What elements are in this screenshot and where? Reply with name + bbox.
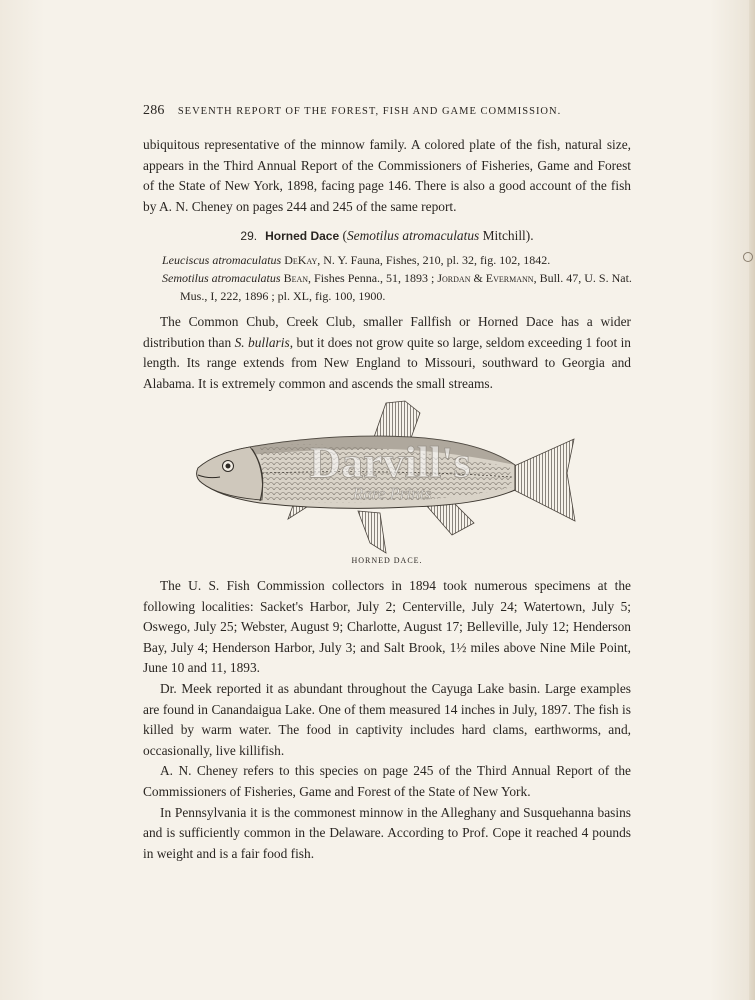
horned-dace-illustration	[190, 395, 590, 555]
margin-mark	[743, 252, 753, 262]
watermark-main: Darvill's	[309, 438, 471, 487]
synonym-2	[162, 269, 632, 305]
synonym-1-name: Leuciscus atromaculatus	[162, 253, 282, 267]
synonym-2-ref: , Fishes Penna., 51, 1893 ;	[308, 271, 435, 285]
fish-head	[197, 447, 263, 500]
running-header	[143, 103, 633, 119]
species-common-name: Horned Dace	[265, 229, 340, 243]
paragraph-collectors: The U. S. Fish Commission collectors in 1894 took numerous specimens at the following localities: Sacket's Harbor, July 2; Centerville, July 24; Watertown, July 5; Oswego, July 25; Webster, August 9; Charlotte, August 17; Belleville, July 12; Henderson Bay, July 4; Henderson Harbor, July 3; and Salt Brook, 1½ miles above Nine Mile Point, June 10 and 11, 1893.	[143, 578, 631, 676]
synonym-1-ref: , N. Y. Fauna, Fishes, 210, pl. 32, fig. 102, 1842.	[317, 253, 551, 267]
paragraph-meek: Dr. Meek reported it as abundant throughout the Cayuga Lake basin. Large examples are found in Canandaigua Lake. One of them measured 14 inches in July, 1897. The fish is killed by warm water. The food in captivity includes hard clams, earthworms, and, occasionally, live killifish.	[143, 680, 631, 758]
synonym-2-ref-2: , Bull. 47, U. S. Nat. Mus., I, 222, 1896 ; pl. XL, fig. 100, 1900.	[180, 271, 632, 303]
distribution-text-b: , but it does not grow quite so large, seldom exceeding 1 foot in length. Its range extends from New England to Missouri, southward to Georgia and Alabama. It is extremely common and ascends the small streams.	[143, 334, 632, 391]
distribution-text	[143, 312, 631, 394]
page-number: 286	[143, 103, 165, 118]
watermark-sub: Rare Prints	[352, 484, 432, 503]
synonym-2-name: Semotilus atromaculatus	[162, 271, 281, 285]
distribution-text-a: The Common Chub, Creek Club, smaller Fallfish or Horned Dace has a wider distribution than	[143, 314, 631, 350]
synonymy	[162, 251, 632, 305]
paragraph-cheney: A. N. Cheney refers to this species on page 245 of the Third Annual Report of the Commissioners of Fisheries, Game and Forest of the State of New York.	[143, 763, 631, 799]
species-heading: 29. Horned Dace (Semotilus atromaculatus Mitchill).	[240, 228, 534, 243]
tail-fin	[512, 439, 575, 521]
synonym-1	[162, 251, 632, 269]
figure-caption: HORNED DACE.	[351, 556, 423, 565]
intro-paragraph	[143, 135, 631, 217]
synonym-2-author-2: Jordan & Evermann	[437, 271, 534, 285]
synonym-2-author: Bean	[283, 271, 309, 285]
distribution-paragraph	[143, 312, 631, 394]
paragraph-pennsylvania: In Pennsylvania it is the commonest minnow in the Alleghany and Susquehanna basins and is sufficiently common in the Delaware. According to Prof. Cope it reached 4 pounds in weight and is a fair food fish.	[143, 804, 631, 861]
species-scientific-name: Semotilus atromaculatus	[346, 228, 480, 243]
dorsal-fin	[373, 401, 420, 440]
running-title: SEVENTH REPORT OF THE FOREST, FISH AND GAME COMMISSION.	[177, 106, 562, 117]
intro-paragraph-text: ubiquitous representative of the minnow family. A colored plate of the fish, natural size, appears in the Third Annual Report of the Commissioners of Fisheries, Game and Forest of the State of New York, 1898, facing page 146. There is also a good account of the fish by A. N. Cheney on pages 244 and 245 of the same report.	[143, 137, 631, 214]
fish-engraving	[190, 395, 590, 555]
distribution-species: S. bullaris	[234, 334, 290, 350]
species-number: 29.	[240, 229, 258, 243]
lower-paragraphs	[143, 576, 631, 864]
fish-pupil	[226, 464, 231, 469]
pelvic-fin	[358, 511, 386, 553]
species-author: Mitchill).	[482, 228, 534, 243]
synonym-1-author: DeKay	[284, 253, 318, 267]
page-edge	[749, 0, 755, 1000]
